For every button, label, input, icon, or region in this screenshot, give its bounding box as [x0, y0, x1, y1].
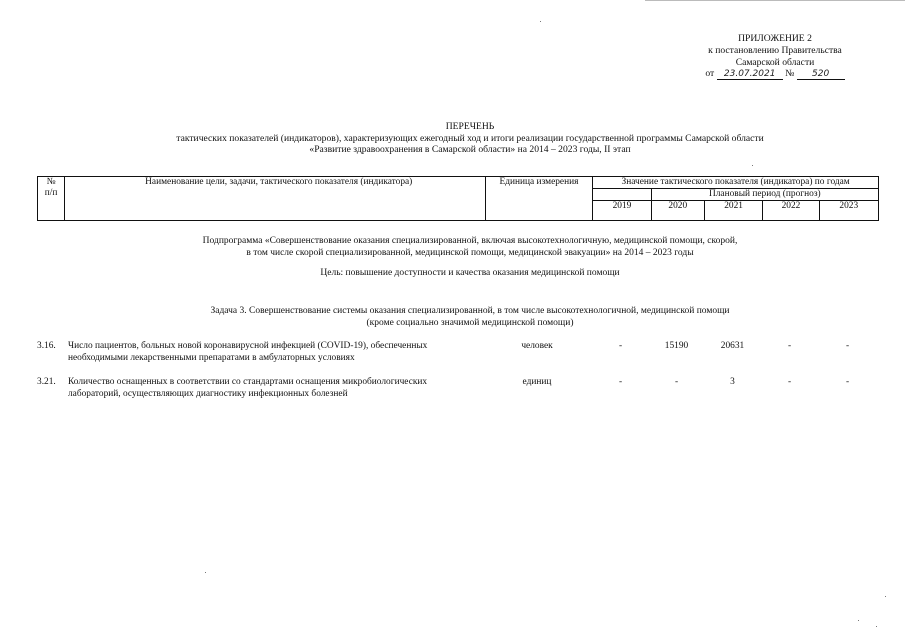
row-value: 3 [730, 377, 735, 387]
row-value: - [787, 341, 792, 351]
header-year: 2019 [593, 201, 651, 221]
header-year: 2020 [651, 201, 704, 221]
header-name: Наименование цели, задачи, тактического показателя (индикатора) [65, 177, 486, 221]
row-name-line: лабораторий, осуществляющих диагностику инфекционных болезней [68, 388, 348, 399]
appendix-title: ПРИЛОЖЕНИЕ 2 [738, 33, 812, 44]
header-planned: Плановый период (прогноз) [651, 189, 878, 201]
title-heading: ПЕРЕЧЕНЬ [445, 121, 495, 132]
scan-speck [752, 165, 753, 166]
scan-speck [885, 596, 886, 597]
date-value: 23.07.2021 [717, 70, 783, 80]
scan-speck [876, 626, 877, 627]
task-line: (кроме социально значимой медицинской помощи) [366, 317, 574, 328]
number-value: 520 [797, 70, 845, 80]
scan-speck [858, 620, 859, 621]
goal-text: Цель: повышение доступности и качества оказания медицинской помощи [320, 268, 620, 278]
date-prefix: от [705, 68, 715, 80]
task-heading [40, 306, 900, 329]
header-number-abbr: п/п [44, 188, 58, 198]
header-empty-cell [593, 189, 651, 201]
row-value: 15190 [664, 341, 689, 351]
header-year: 2022 [763, 201, 819, 221]
row-value: - [845, 341, 850, 351]
row-unit: единиц [522, 377, 552, 387]
task-line: Задача 3. Совершенствование системы оказания специализированной, в том числе высокотехнологичной, медицинской помощи [210, 306, 730, 316]
subprogram-line: в том числе скорой специализированной, медицинской помощи, медицинской эвакуации» на 2014 – 2023 годы [246, 247, 694, 258]
indicator-table-header [37, 176, 879, 221]
row-value: - [618, 377, 623, 387]
row-number: 3.16. [37, 341, 56, 351]
row-value: - [845, 377, 850, 387]
title-program: «Развитие здравоохранения в Самарской области» на 2014 – 2023 годы, II этап [309, 144, 631, 155]
row-name-line: Количество оснащенных в соответствии со стандартами оснащения микробиологических [68, 377, 428, 387]
row-value: 20631 [720, 341, 745, 351]
number-label: № [785, 68, 795, 80]
row-name-line: Число пациентов, больных новой коронавирусной инфекцией (COVID-19), обеспеченных [68, 341, 428, 351]
title-subtitle: тактических показателей (индикаторов), характеризующих ежегодный ход и итоги реализации государственной программы Самарской области [176, 132, 764, 144]
header-unit: Единица измерения [485, 177, 593, 221]
row-name-line: необходимыми лекарственными препаратами в амбулаторных условиях [68, 352, 355, 363]
row-number: 3.21. [37, 377, 56, 387]
header-number [38, 177, 65, 221]
row-name [68, 377, 488, 400]
row-unit: человек [521, 341, 553, 351]
scan-speck [540, 21, 541, 22]
header-year: 2023 [819, 201, 878, 221]
scan-top-edge [645, 0, 905, 1]
row-value: - [787, 377, 792, 387]
appendix-resolution: к постановлению Правительства [708, 44, 842, 56]
appendix-date-line [640, 68, 905, 80]
header-value: Значение тактического показателя (индикатора) по годам [593, 177, 879, 189]
subprogram-heading [40, 236, 900, 259]
row-value: - [674, 377, 679, 387]
scan-speck [205, 572, 206, 573]
row-name [68, 341, 488, 364]
document-title [40, 121, 900, 156]
appendix-block [640, 33, 905, 80]
row-value: - [618, 341, 623, 351]
header-number-sign: № [46, 177, 56, 187]
appendix-region: Самарской области [735, 56, 815, 68]
header-year: 2021 [704, 201, 762, 221]
subprogram-line: Подпрограмма «Совершенствование оказания специализированной, включая высокотехнологичную, медицинской помощи, скорой, [202, 236, 738, 246]
